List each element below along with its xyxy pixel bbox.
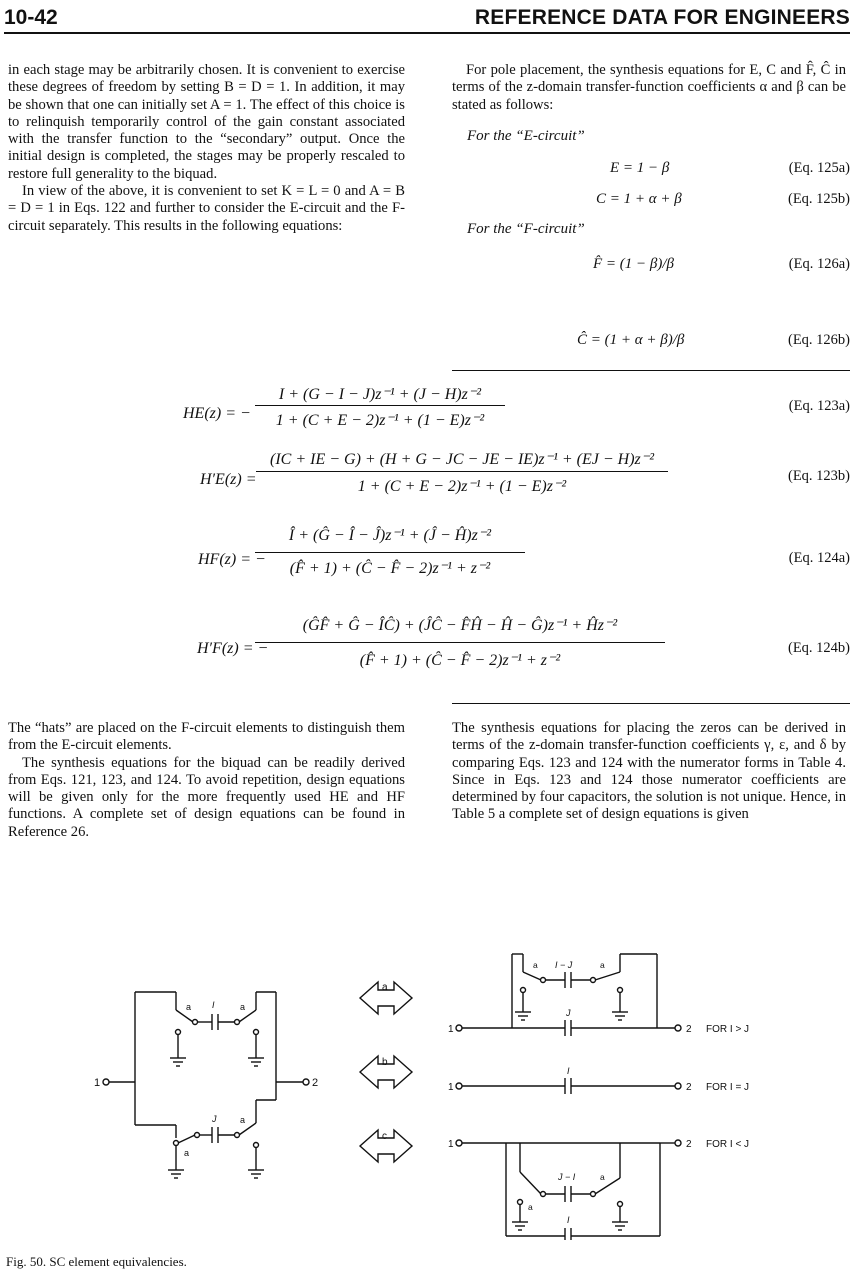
running-title: REFERENCE DATA FOR ENGINEERS — [474, 6, 850, 29]
equation: C = 1 + α + β — [596, 191, 682, 207]
paragraph: The “hats” are placed on the F-circuit elements to distinguish them from the E-circuit elements. — [8, 720, 405, 754]
header-rule — [4, 32, 850, 34]
condition-label: FOR I < J — [706, 1139, 750, 1150]
right-column-bottom — [452, 720, 846, 824]
capacitor-label: J − I — [558, 1172, 576, 1182]
equation-denominator: (F̂ + 1) + (Ĉ − F̂ − 2)z⁻¹ + z⁻² — [289, 560, 491, 577]
switch-label: a — [240, 1115, 246, 1125]
capacitor-label: J — [566, 1008, 571, 1018]
equation-numerator: Î + (Ĝ − Î − Ĵ)z⁻¹ + (Ĵ − Ĥ)z⁻² — [288, 527, 492, 544]
equation-number: (Eq. 124a) — [788, 550, 850, 566]
equation-numerator: I + (G − I − J)z⁻¹ + (J − H)z⁻² — [278, 386, 482, 403]
arrow-label: c — [382, 1131, 387, 1142]
f-circuit-label: For the “F-circuit” — [467, 221, 585, 237]
equation-lhs: H′E(z) = — [200, 471, 257, 488]
equation-number: (Eq. 126b) — [787, 332, 850, 348]
equation-number: (Eq. 125b) — [787, 191, 850, 207]
switch-label: a — [600, 960, 605, 970]
capacitor-label: J — [212, 1114, 217, 1124]
right-circuit-labels — [448, 960, 749, 1225]
equation-denominator: 1 + (C + E − 2)z⁻¹ + (1 − E)z⁻² — [275, 412, 485, 429]
condition-label: FOR I = J — [706, 1082, 750, 1093]
section-rule — [452, 703, 850, 704]
switch-label: a — [240, 1002, 246, 1012]
e-circuit-label: For the “E-circuit” — [467, 128, 585, 144]
fraction-bar — [256, 471, 668, 472]
node-label: 1 — [94, 1077, 101, 1089]
paragraph: In view of the above, it is convenient to set K = L = 0 and A = B = D = 1 in Eqs. 122 and further to consider the E-circuit and the F-circuit separately. This results in the following equations: — [8, 183, 405, 234]
capacitor-label: I — [567, 1215, 570, 1225]
switch-label: a — [186, 1002, 192, 1012]
equation-lhs: HE(z) = − — [183, 405, 251, 422]
switch-label: a — [184, 1148, 190, 1158]
paragraph: in each stage may be arbitrarily chosen. It is convenient to exercise these degrees of freedom by setting B = D = 1. In addition, it may be shown that one can initially set A = 1. The effect of this choice is to relinquish temporarily control of the gain constant associated with the transfer function to the “secondary” output. Once the initial design is completed, the stages may be properly rescaled to restore full generality to the biquad. — [8, 62, 405, 182]
equation-number: (Eq. 123a) — [788, 398, 850, 414]
figure-caption: Fig. 50. SC element equivalencies. — [6, 1254, 187, 1269]
capacitor-label: I − J — [555, 960, 573, 970]
fraction-bar — [255, 642, 665, 643]
node-label: 2 — [312, 1077, 319, 1089]
switch-label: a — [528, 1202, 533, 1212]
section-rule — [452, 370, 850, 371]
paragraph: For pole placement, the synthesis equations for E, C and F̂, Ĉ in terms of the z-domain transfer-function coefficients α and β can be stated as follows: — [452, 62, 846, 113]
equivalent-circuit-i-equal-j — [456, 1078, 681, 1094]
page-header — [4, 6, 850, 30]
equation: F̂ = (1 − β)/β — [593, 256, 675, 272]
equation-number: (Eq. 126a) — [788, 256, 850, 272]
node-label: 2 — [686, 1082, 692, 1093]
equation: E = 1 − β — [610, 160, 670, 176]
switch-label: a — [533, 960, 538, 970]
sc-biquad-circuit — [103, 992, 309, 1178]
paragraph: The synthesis equations for placing the zeros can be derived in terms of the z-domain transfer-function coefficients γ, ε, and δ by comparing Eqs. 123 and 124 with the numerator forms in Table 4. Since in Eqs. 123 and 124 those numerator coefficients are determined by four capacitors, the solution is not unique. Hence, in Table 5 a complete set of design equations is given — [452, 720, 846, 823]
sc-element-figure — [0, 940, 854, 1240]
equation-number: (Eq. 123b) — [787, 468, 850, 484]
equation-number: (Eq. 124b) — [787, 640, 850, 656]
switch-label: a — [600, 1172, 605, 1182]
arrow-label: b — [382, 1057, 388, 1068]
page-number: 10-42 — [4, 6, 58, 29]
equation: Ĉ = (1 + α + β)/β — [577, 332, 685, 348]
condition-label: FOR I > J — [706, 1024, 750, 1035]
equation-lhs: H′F(z) = − — [197, 640, 269, 657]
fraction-bar — [255, 405, 505, 406]
equation-denominator: 1 + (C + E − 2)z⁻¹ + (1 − E)z⁻² — [357, 478, 567, 495]
equivalent-circuit-i-less-j — [456, 1140, 681, 1240]
fraction-bar — [255, 552, 525, 553]
right-column-top — [452, 62, 846, 114]
equation-denominator: (F̂ + 1) + (Ĉ − F̂ − 2)z⁻¹ + z⁻² — [359, 652, 561, 669]
left-column-top — [8, 62, 405, 235]
node-label: 2 — [686, 1024, 692, 1035]
arrow-label: a — [382, 982, 388, 993]
equation-number: (Eq. 125a) — [788, 160, 850, 176]
equation-numerator: (IC + IE − G) + (H + G − JC − JE − IE)z⁻¹ + (EJ − H)z⁻² — [269, 451, 655, 468]
node-label: 1 — [448, 1139, 454, 1150]
node-label: 1 — [448, 1082, 454, 1093]
equation-numerator: (ĜF̂ + Ĝ − ÎĈ) + (ĴĈ − F̂Ĥ − Ĥ − Ĝ)z⁻¹ + Ĥz⁻² — [302, 617, 618, 634]
node-label: 1 — [448, 1024, 454, 1035]
paragraph: The synthesis equations for the biquad can be readily derived from Eqs. 121, 123, and 124. To avoid repetition, design equations will be given only for the more frequently used HE and HF functions. A complete set of design equations can be found in Reference 26. — [8, 754, 405, 840]
capacitor-label: I — [212, 1000, 215, 1010]
left-column-bottom — [8, 720, 405, 841]
equation-lhs: HF(z) = − — [198, 551, 266, 568]
node-label: 2 — [686, 1139, 692, 1150]
capacitor-label: I — [567, 1066, 570, 1076]
